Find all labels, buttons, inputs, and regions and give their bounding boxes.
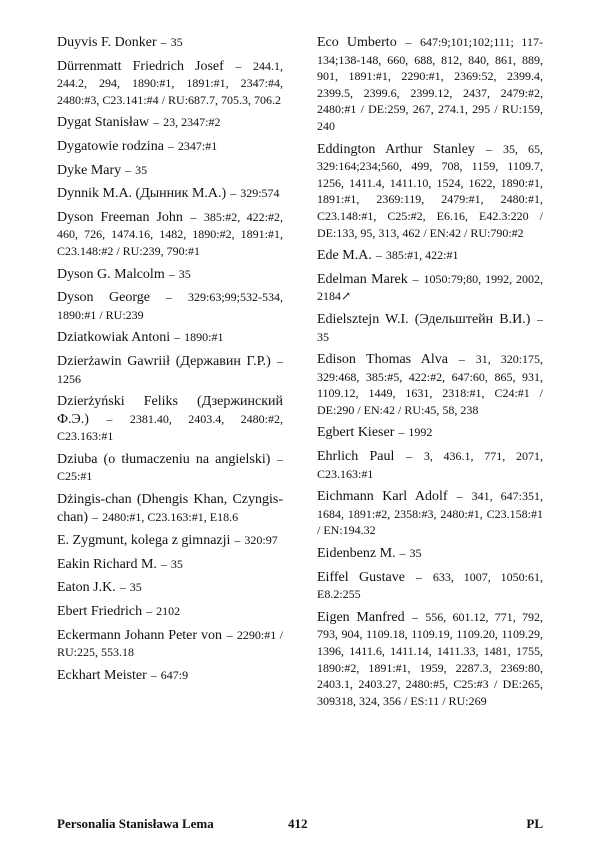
entry-name: Dyson G. Malcolm: [57, 266, 165, 282]
entry-separator: –: [119, 580, 126, 595]
entry-references: 35: [409, 546, 422, 561]
entry-name: Edison Thomas Alva: [317, 352, 448, 368]
entry-name: Dürrenmatt Friedrich Josef: [57, 58, 224, 74]
entry-name: Dyson Freeman John: [57, 209, 183, 225]
entry-separator: –: [92, 509, 99, 524]
index-entry: [317, 569, 543, 603]
entry-separator: –: [190, 209, 197, 224]
index-entry: [57, 58, 283, 109]
entry-separator: –: [106, 411, 113, 426]
entry-references: 320:97: [244, 533, 278, 548]
entry-name: Edielsztejn W.I. (Эдельштейн В.И.): [317, 311, 531, 327]
index-page: [57, 34, 543, 814]
index-entry: [57, 353, 283, 387]
entry-references: 1256: [57, 371, 81, 386]
index-entry: [317, 141, 543, 242]
entry-separator: –: [412, 271, 419, 286]
entry-name: Eckhart Meister: [57, 667, 147, 683]
entry-name: E. Zygmunt, kolega z gimnazji: [57, 533, 231, 549]
entry-name: Edelman Marek: [317, 271, 408, 287]
entry-references: 2381.40, 2403.4, 2480:#2, C23.163:#1: [57, 411, 283, 444]
entry-references: 244.1, 244.2, 294, 1890:#1, 1891:#1, 2347:#4, 2480:#3, C23.141:#4 / RU:687.7, 705.3, 706.2: [57, 58, 283, 107]
entry-references: 1992: [408, 425, 433, 440]
index-column-left: [57, 34, 283, 690]
entry-separator: –: [230, 186, 237, 201]
index-entry: [57, 289, 283, 323]
entry-references: 633, 1007, 1050:61, E8.2:255: [317, 569, 544, 602]
entry-name: Eckermann Johann Peter von: [57, 627, 222, 643]
index-entry: [57, 266, 283, 284]
entry-separator: –: [235, 58, 242, 73]
entry-name: Dżingis-chan (Dhengis Khan, Czyngis-chan): [57, 492, 283, 525]
footer-book-title: Personalia Stanisława Lema: [57, 816, 214, 831]
index-entry: [317, 311, 543, 345]
entry-references: 31, 320:175, 329:468, 385:#5, 422:#2, 647:60, 865, 931, 1109.12, 1449, 1631, 2318:#1, C24:#1 / DE:290 / EN:42 / RU:45, 58, 238: [317, 352, 544, 417]
index-entry: [57, 451, 283, 485]
entry-name: Eigen Manfred: [317, 609, 405, 625]
entry-separator: –: [125, 162, 132, 177]
entry-name: Dynnik M.A. (Дынник М.А.): [57, 186, 227, 202]
entry-references: 35: [129, 580, 142, 595]
index-entry: [57, 329, 283, 347]
entry-name: Ehrlich Paul: [317, 449, 395, 465]
entry-references: 2347:#1: [177, 138, 218, 153]
entry-references: 35: [170, 556, 183, 571]
entry-name: Dzierżyński Feliks (Дзержинский Ф.Э.): [57, 394, 283, 427]
entry-separator: –: [405, 35, 412, 49]
entry-references: 35: [170, 35, 183, 49]
index-entry: [57, 532, 283, 550]
index-entry: [317, 34, 543, 135]
entry-name: Eddington Arthur Stanley: [317, 141, 475, 157]
index-entry: [317, 448, 543, 482]
index-entry: [317, 351, 543, 418]
index-entry: [317, 609, 543, 710]
index-entry: [57, 138, 283, 156]
index-entry: [57, 579, 283, 597]
entry-name: Eiffel Gustave: [317, 569, 405, 585]
entry-separator: –: [537, 311, 543, 326]
index-entry: [57, 34, 283, 52]
entry-separator: –: [234, 533, 241, 548]
index-entry: [57, 603, 283, 621]
entry-references: 2290:#1 / RU:225, 553.18: [57, 627, 284, 660]
entry-separator: –: [174, 330, 181, 345]
entry-name: Eidenbenz M.: [317, 546, 396, 562]
entry-separator: –: [160, 556, 167, 571]
index-entry: [317, 271, 543, 305]
index-column-right: [317, 34, 543, 715]
entry-references: 35, 65, 329:164;234;560, 499, 708, 1159, 1109.7, 1256, 1411.4, 1411.10, 1524, 1622, 1890:#1, 1891:#1, 2369:119, 2479:#1, 2480:#1, C23.148:#1, C25:#2, E6.16, E42.3:220 / DE:133, 95, 313, 462 / EN:42 / RU:790:#2: [317, 141, 544, 240]
index-entry: [57, 393, 283, 445]
entry-separator: –: [458, 352, 465, 367]
entry-references: 1050:79;80, 1992, 2002, 2184↗: [317, 271, 543, 304]
index-entry: [317, 247, 543, 265]
entry-references: 647:9: [160, 667, 189, 682]
entry-separator: –: [168, 266, 175, 281]
entry-separator: –: [146, 604, 153, 619]
entry-references: 1890:#1: [184, 330, 224, 345]
entry-separator: –: [277, 353, 283, 368]
index-entry: [317, 424, 543, 442]
entry-name: Dygatowie rodzina: [57, 138, 164, 154]
index-entry: [57, 114, 283, 132]
entry-separator: –: [415, 569, 422, 584]
entry-name: Dziatkowiak Antoni: [57, 330, 171, 346]
index-entry: [57, 627, 283, 661]
index-entry: [317, 488, 543, 539]
index-entry: [317, 545, 543, 563]
entry-name: Dzierżawin Gawriił (Державин Г.Р.): [57, 353, 271, 369]
entry-separator: –: [485, 141, 492, 156]
entry-references: 385:#2, 422:#2, 460, 726, 1474.16, 1482, 1890:#2, 1891:#1, C23.148:#2 / RU:239, 790:#1: [57, 209, 283, 258]
entry-name: Dyke Mary: [57, 162, 122, 178]
entry-references: 385:#1, 422:#1: [385, 248, 459, 263]
entry-references: C25:#1: [57, 469, 93, 484]
footer-language-code: PL: [526, 816, 543, 831]
index-entry: [57, 209, 283, 260]
entry-name: Dygat Stanisław: [57, 115, 150, 131]
entry-references: 35: [317, 329, 329, 344]
entry-separator: –: [406, 449, 413, 464]
entry-name: Eakin Richard M.: [57, 556, 157, 572]
entry-references: 2480:#1, C23.163:#1, E18.6: [102, 509, 239, 524]
entry-references: 2102: [156, 604, 181, 619]
entry-separator: –: [150, 667, 157, 682]
entry-separator: –: [167, 138, 174, 153]
entry-name: Eco Umberto: [317, 35, 397, 50]
entry-name: Ede M.A.: [317, 248, 372, 264]
entry-separator: –: [166, 290, 173, 305]
entry-name: Egbert Kieser: [317, 425, 395, 441]
entry-references: 35: [135, 162, 148, 177]
entry-references: 3, 436.1, 771, 2071, C23.163:#1: [317, 449, 544, 481]
entry-references: 556, 601.12, 771, 792, 793, 904, 1109.18, 1109.19, 1109.20, 1109.29, 1396, 1411.6, 1411.14, 1411.33, 1481, 1755, 1890:#2, 1891:#1, 1959, 2287.3, 2369:80, 2403.1, 2403.27, 2480:#5, C25:#3 / DE:265, 309318, 324, 356 / ES:11 / RU:269: [317, 609, 544, 708]
entry-references: 329:574: [240, 186, 280, 201]
index-entry: [57, 667, 283, 685]
entry-separator: –: [153, 115, 160, 130]
entry-references: 23, 2347:#2: [163, 115, 221, 130]
entry-name: Dyson George: [57, 290, 151, 306]
index-entry: [57, 491, 283, 526]
entry-name: Eaton J.K.: [57, 580, 116, 596]
entry-references: 329:63;99;532-534, 1890:#1 / RU:239: [57, 290, 284, 322]
entry-separator: –: [277, 451, 283, 466]
entry-references: 341, 647:351, 1684, 1891:#2, 2358:#3, 2480:#1, C23.158:#1 / EN:194.32: [317, 489, 543, 538]
entry-name: Ebert Friedrich: [57, 604, 143, 620]
entry-references: 35: [178, 266, 191, 281]
entry-separator: –: [375, 248, 382, 263]
entry-references: 647:9;101;102;111; 117-134;138-148, 660, 688, 812, 840, 861, 889, 901, 1891:#1, 2290:#1, 2369:52, 2399.4, 2399.5, 2399.6, 2399.12, 2437, 2479:#2, 2480:#1 / DE:259, 267, 274.1, 295 / RU:159, 240: [317, 35, 543, 133]
page-footer: [57, 816, 543, 834]
entry-name: Duyvis F. Donker: [57, 35, 157, 50]
entry-name: Eichmann Karl Adolf: [317, 489, 448, 505]
index-entry: [57, 185, 283, 203]
index-entry: [57, 162, 283, 180]
index-entry: [57, 556, 283, 574]
entry-separator: –: [398, 425, 405, 440]
entry-separator: –: [399, 546, 406, 561]
entry-separator: –: [411, 609, 418, 624]
entry-separator: –: [456, 489, 463, 504]
entry-name: Dziuba (o tłumaczeniu na angielski): [57, 451, 271, 467]
entry-separator: –: [160, 35, 167, 49]
entry-separator: –: [226, 627, 233, 642]
page-number: 412: [288, 816, 308, 831]
